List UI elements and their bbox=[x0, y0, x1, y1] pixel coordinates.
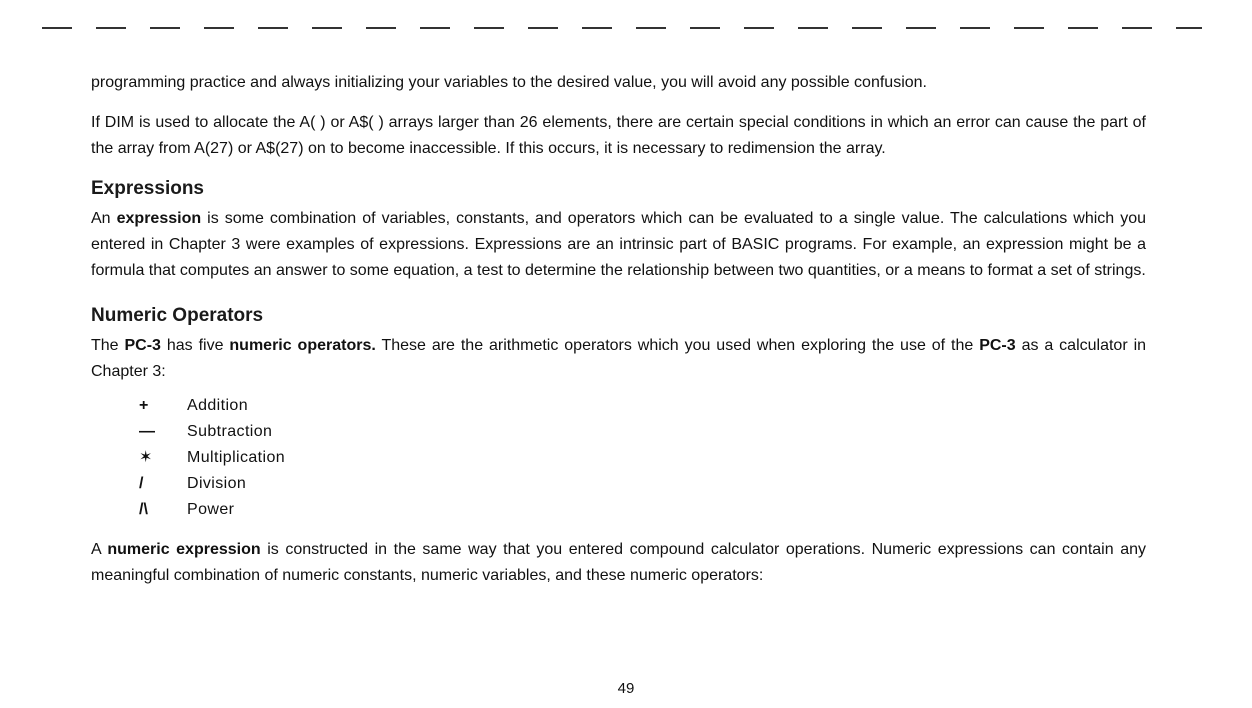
operator-item bbox=[91, 471, 1146, 497]
numeric-intro-1: The bbox=[91, 337, 119, 354]
term-numeric-expression: numeric expression bbox=[107, 541, 261, 558]
expressions-lead: An bbox=[91, 210, 111, 227]
paragraph-variables-initialization: programming practice and always initializing your variables to the desired value, you will avoid any possible confusion. bbox=[91, 74, 927, 91]
top-dashed-rule bbox=[42, 27, 1202, 29]
paragraph-numeric-operators bbox=[91, 333, 1146, 385]
operator-item bbox=[91, 497, 1146, 523]
operator-name: Division bbox=[187, 475, 247, 492]
numeric-intro-2: has five bbox=[166, 337, 224, 354]
term-expression: expression bbox=[116, 210, 202, 227]
power-symbol: /\ bbox=[139, 501, 148, 518]
operator-name: Multiplication bbox=[187, 449, 286, 466]
paragraph-expressions bbox=[91, 206, 1146, 284]
device-name: PC-3 bbox=[124, 337, 161, 354]
operator-name: Addition bbox=[187, 397, 249, 414]
operator-item bbox=[91, 445, 1146, 471]
page-number: 49 bbox=[617, 680, 635, 697]
operator-name: Subtraction bbox=[187, 423, 273, 440]
expressions-body: is some combination of variables, constants, and operators which can be evaluated to a single value. The calculations which you entered in Chapter 3 were examples of expressions. Expressions are an intrinsic part of BASIC programs. For example, an expression might be a formula that computes an answer to some equation, a test to determine the relationship between two quantities, or a means to format a set of strings. bbox=[91, 210, 1147, 279]
operator-name: Power bbox=[187, 501, 235, 518]
device-name: PC-3 bbox=[979, 337, 1016, 354]
numeric-intro-4: as a calculator in Chapter 3: bbox=[91, 337, 1147, 380]
numeric-expression-lead: A bbox=[91, 541, 101, 558]
division-symbol: / bbox=[139, 475, 144, 492]
term-numeric-operators: numeric operators. bbox=[229, 337, 376, 354]
operator-list bbox=[91, 393, 1146, 523]
multiplication-symbol: ✶ bbox=[139, 449, 153, 466]
page-body bbox=[91, 70, 1146, 589]
operator-item bbox=[91, 393, 1146, 419]
heading-numeric-operators: Numeric Operators bbox=[91, 305, 264, 326]
paragraph-numeric-expression bbox=[91, 537, 1146, 589]
numeric-expression-body: is constructed in the same way that you entered compound calculator operations. Numeric expressions can contain any meaningful combination of numeric constants, numeric variables, and these numeric operators: bbox=[91, 541, 1146, 584]
subtraction-symbol: — bbox=[139, 423, 155, 440]
paragraph-dim-arrays: If DIM is used to allocate the A( ) or A$( ) arrays larger than 26 elements, there are certain special conditions in which an error can cause the part of the array from A(27) or A$(27) on to become inaccessible. If this occurs, it is necessary to redimension the array. bbox=[91, 114, 1146, 157]
numeric-intro-3: These are the arithmetic operators which you used when exploring the use of the bbox=[381, 337, 974, 354]
heading-expressions: Expressions bbox=[91, 178, 204, 199]
operator-item bbox=[91, 419, 1146, 445]
addition-symbol: + bbox=[139, 397, 149, 414]
